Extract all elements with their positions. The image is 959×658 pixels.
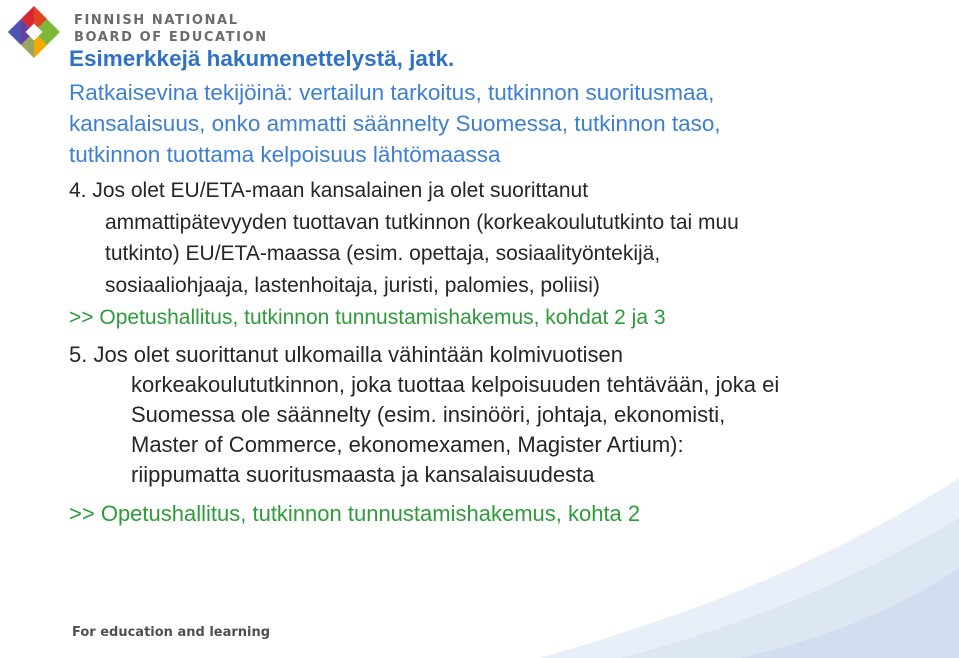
subtitle-line: Ratkaisevina tekijöinä: vertailun tarkoitus, tutkinnon suoritusmaa,	[69, 80, 715, 105]
item-4-line: tutkinto) EU/ETA-maassa (esim. opettaja, sosiaalityöntekijä,	[105, 242, 661, 265]
item-5-line: Master of Commerce, ekonomexamen, Magister Artium):	[131, 432, 684, 457]
item-5-line: 5. Jos olet suorittanut ulkomailla vähintään kolmivuotisen	[69, 342, 623, 367]
subtitle-line: tutkinnon tuottama kelpoisuus lähtömaassa	[69, 142, 501, 167]
link-application-point-2[interactable]	[69, 501, 640, 527]
item-5-line: Suomessa ole säännelty (esim. insinööri, johtaja, ekonomisti,	[131, 402, 726, 427]
link-application-points-2-3[interactable]	[69, 306, 666, 330]
list-item-5	[69, 340, 949, 490]
item-4-line: 4. Jos olet EU/ETA-maan kansalainen ja olet suorittanut	[69, 179, 589, 202]
item-4-line: sosiaaliohjaaja, lastenhoitaja, juristi, palomies, poliisi)	[105, 273, 600, 297]
subtitle-line: kansalaisuus, onko ammatti säännelty Suomessa, tutkinnon taso,	[69, 111, 721, 136]
org-name-line-1: FINNISH NATIONAL	[74, 13, 239, 28]
item-5-line: riippumatta suoritusmaasta ja kansalaisuudesta	[131, 462, 595, 487]
colorful-diamond-logo-icon	[6, 4, 62, 60]
footer-tagline: For education and learning	[72, 625, 271, 640]
link-arrow: >>	[69, 306, 94, 329]
slide-subtitle	[69, 77, 929, 170]
org-name-line-2: BOARD OF EDUCATION	[74, 30, 268, 45]
link-text: Opetushallitus, tutkinnon tunnustamishakemus, kohta 2	[100, 501, 641, 526]
item-4-line: ammattipätevyyden tuottavan tutkinnon (korkeakoulututkinto tai muu	[105, 210, 739, 234]
item-5-line: korkeakoulututkinnon, joka tuottaa kelpoisuuden tehtävään, joka ei	[131, 372, 780, 397]
list-item-4	[69, 175, 949, 301]
link-text: Opetushallitus, tutkinnon tunnustamishakemus, kohdat 2 ja 3	[99, 306, 666, 329]
slide-title: Esimerkkejä hakumenettelystä, jatk.	[69, 46, 455, 71]
link-arrow: >>	[69, 501, 95, 526]
